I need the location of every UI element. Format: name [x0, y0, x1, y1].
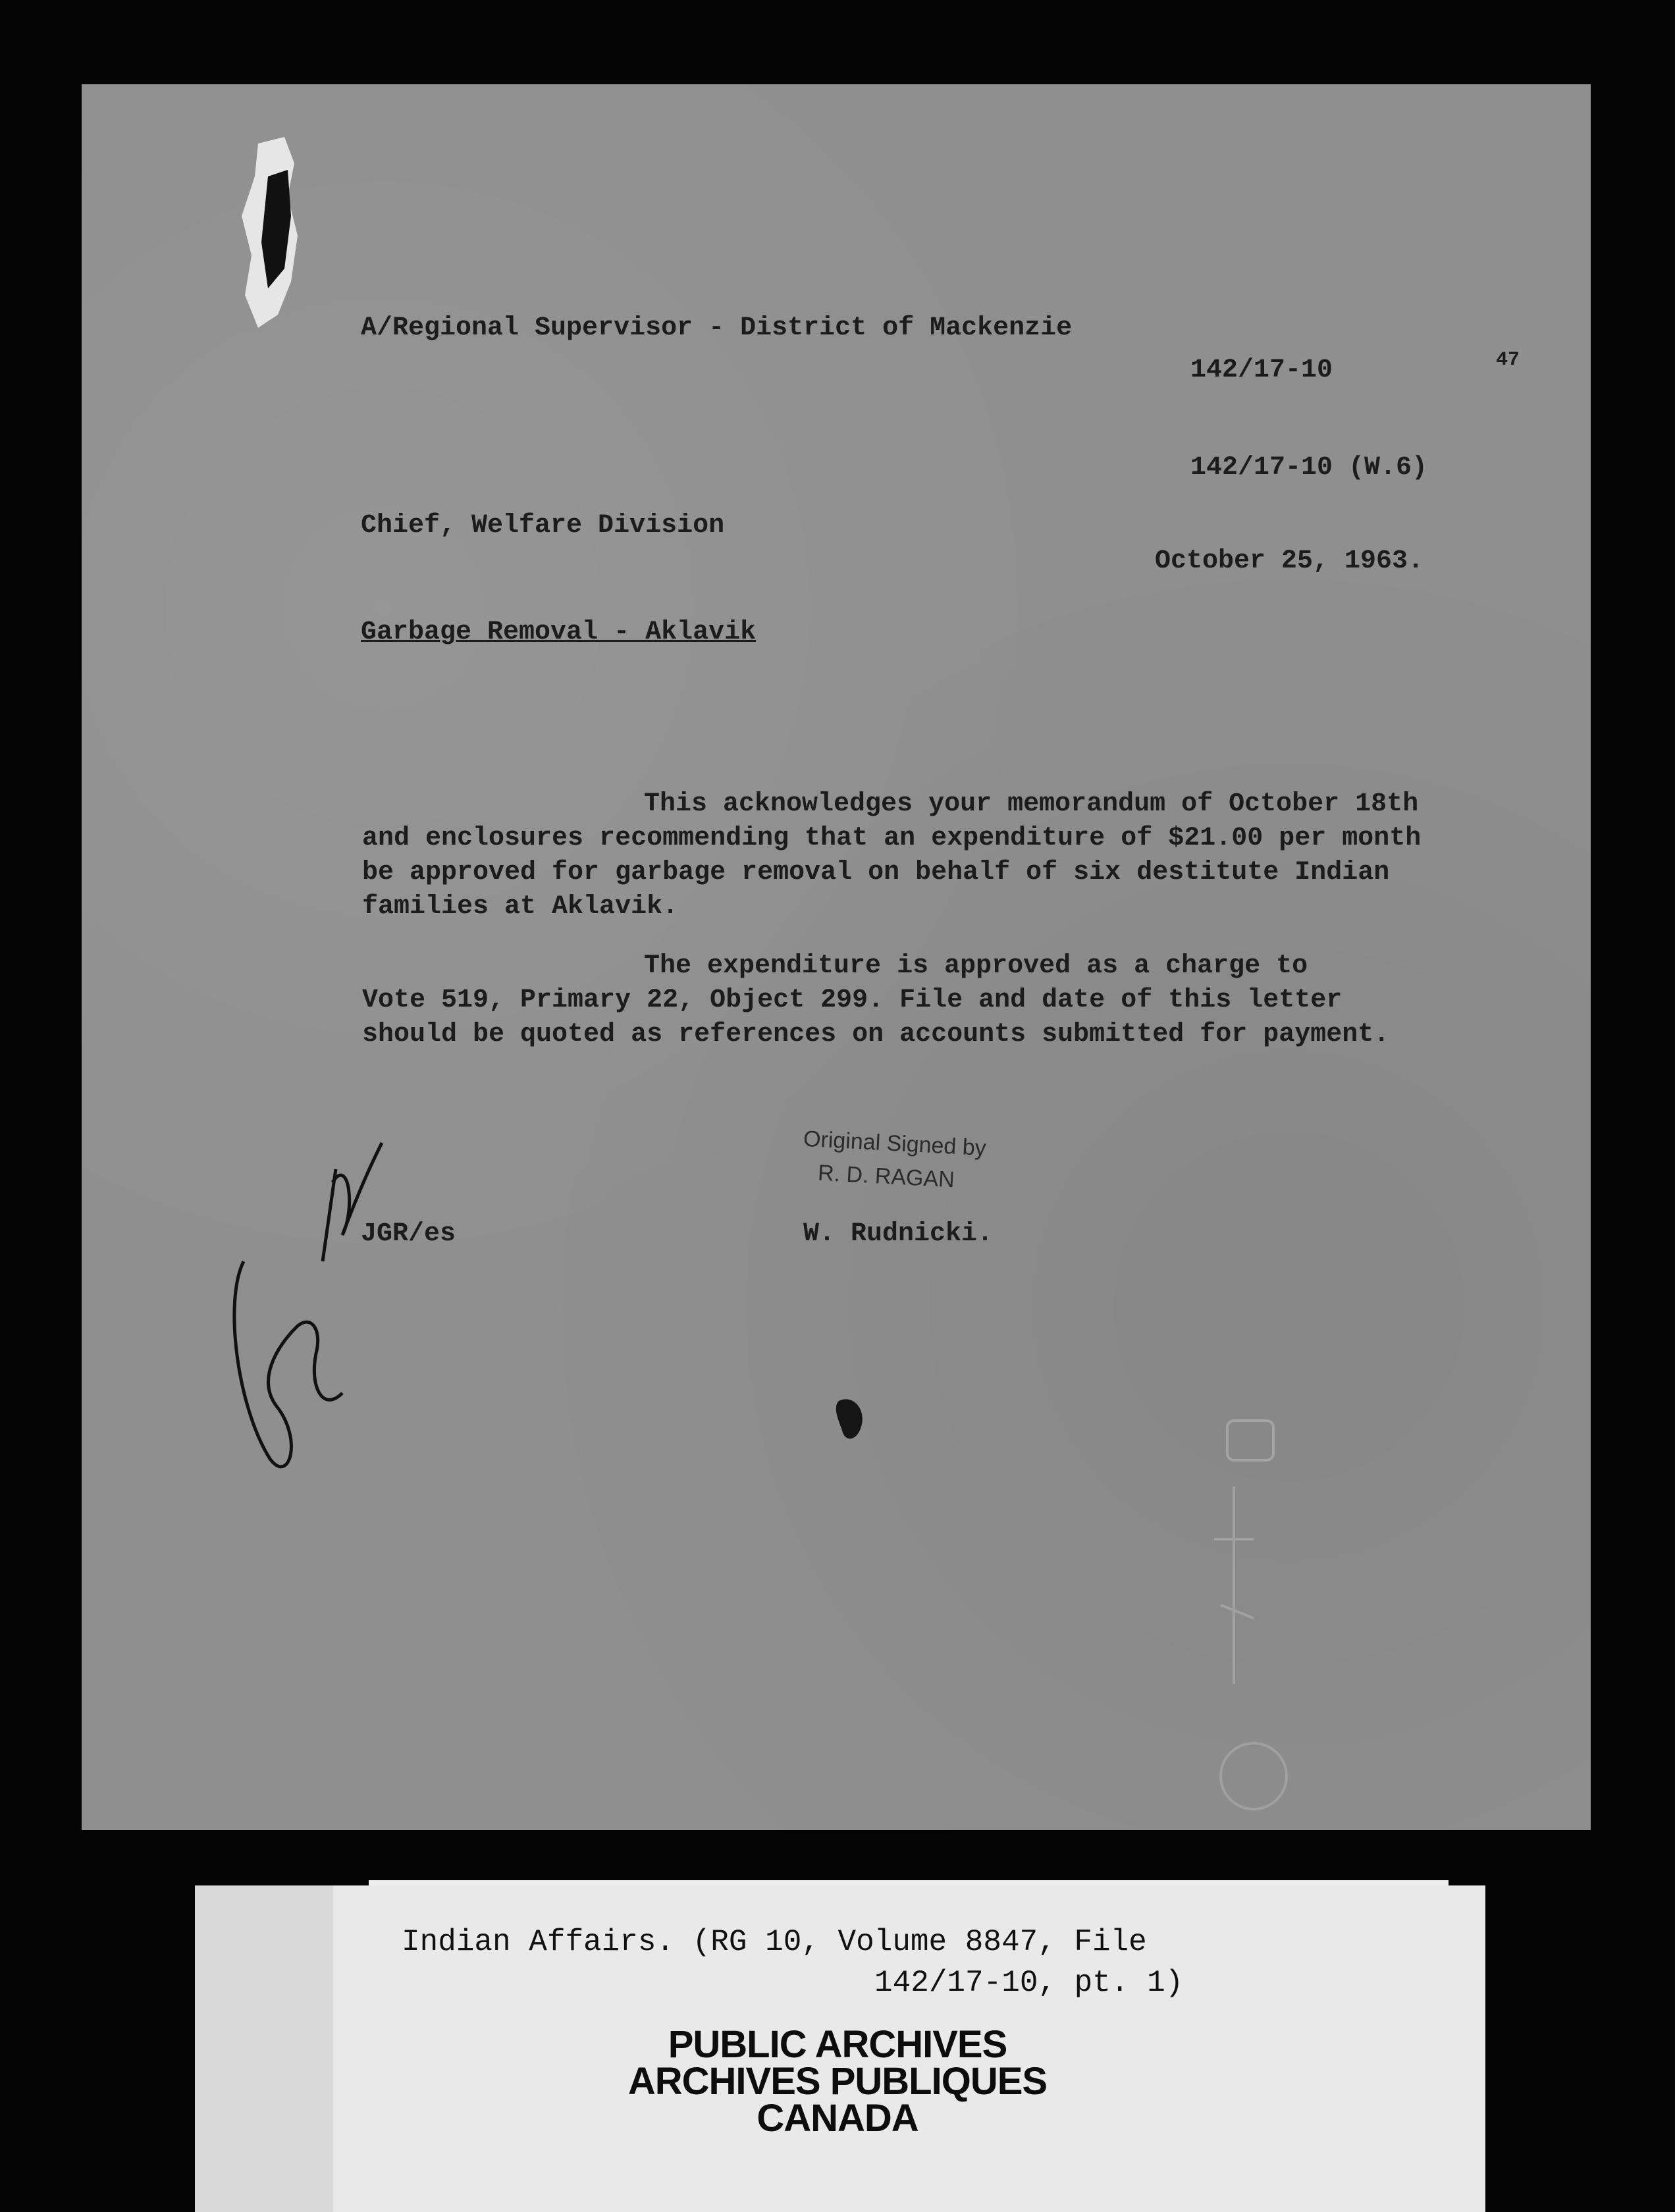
archive-name-english: PUBLIC ARCHIVES	[668, 2023, 1007, 2066]
ink-blot	[832, 1394, 878, 1447]
paragraph-line: and enclosures recommending that an expenditure of $21.00 per month	[362, 824, 1422, 853]
body-paragraph-1	[362, 787, 1534, 924]
body-paragraph-2	[362, 949, 1534, 1052]
signature-stamp-line-1: Original Signed by	[803, 1126, 987, 1161]
faded-stamp-mark	[1102, 1408, 1300, 1816]
recipient-line: A/Regional Supervisor - District of Mackenzie	[361, 313, 1073, 343]
archive-name-french: ARCHIVES PUBLIQUES	[627, 2060, 1048, 2103]
archive-citation-line-1: Indian Affairs. (RG 10, Volume 8847, File	[402, 1925, 1147, 1959]
file-reference-2: 142/17-10 (W.6)	[1190, 453, 1428, 483]
page-number-mark: 47	[1496, 349, 1520, 371]
document-page	[82, 84, 1591, 1830]
sender-line: Chief, Welfare Division	[361, 511, 725, 540]
torn-corner-mark	[232, 137, 311, 334]
signature-stamp-line-2: R. D. RAGAN	[817, 1160, 955, 1193]
paragraph-line: The expenditure is approved as a charge to	[644, 951, 1308, 981]
archive-citation-line-2: 142/17-10, pt. 1)	[874, 1966, 1184, 2000]
paragraph-line: families at Aklavik.	[362, 892, 679, 922]
paragraph-line: be approved for garbage removal on behalf of six destitute Indian	[362, 858, 1390, 887]
handwritten-initials	[198, 1130, 395, 1498]
paragraph-line: Vote 519, Primary 22, Object 299. File and date of this letter	[362, 986, 1343, 1015]
file-reference-1: 142/17-10	[1190, 356, 1333, 385]
subject-line: Garbage Removal - Aklavik	[361, 618, 757, 647]
paragraph-line: should be quoted as references on accounts submitted for payment.	[362, 1020, 1390, 1049]
typist-initials: JGR/es	[361, 1219, 456, 1249]
letter-date: October 25, 1963.	[1155, 546, 1424, 576]
paragraph-line: This acknowledges your memorandum of October 18th	[644, 789, 1419, 819]
signatory-name: W. Rudnicki.	[803, 1219, 994, 1249]
archive-country: CANADA	[757, 2097, 918, 2140]
